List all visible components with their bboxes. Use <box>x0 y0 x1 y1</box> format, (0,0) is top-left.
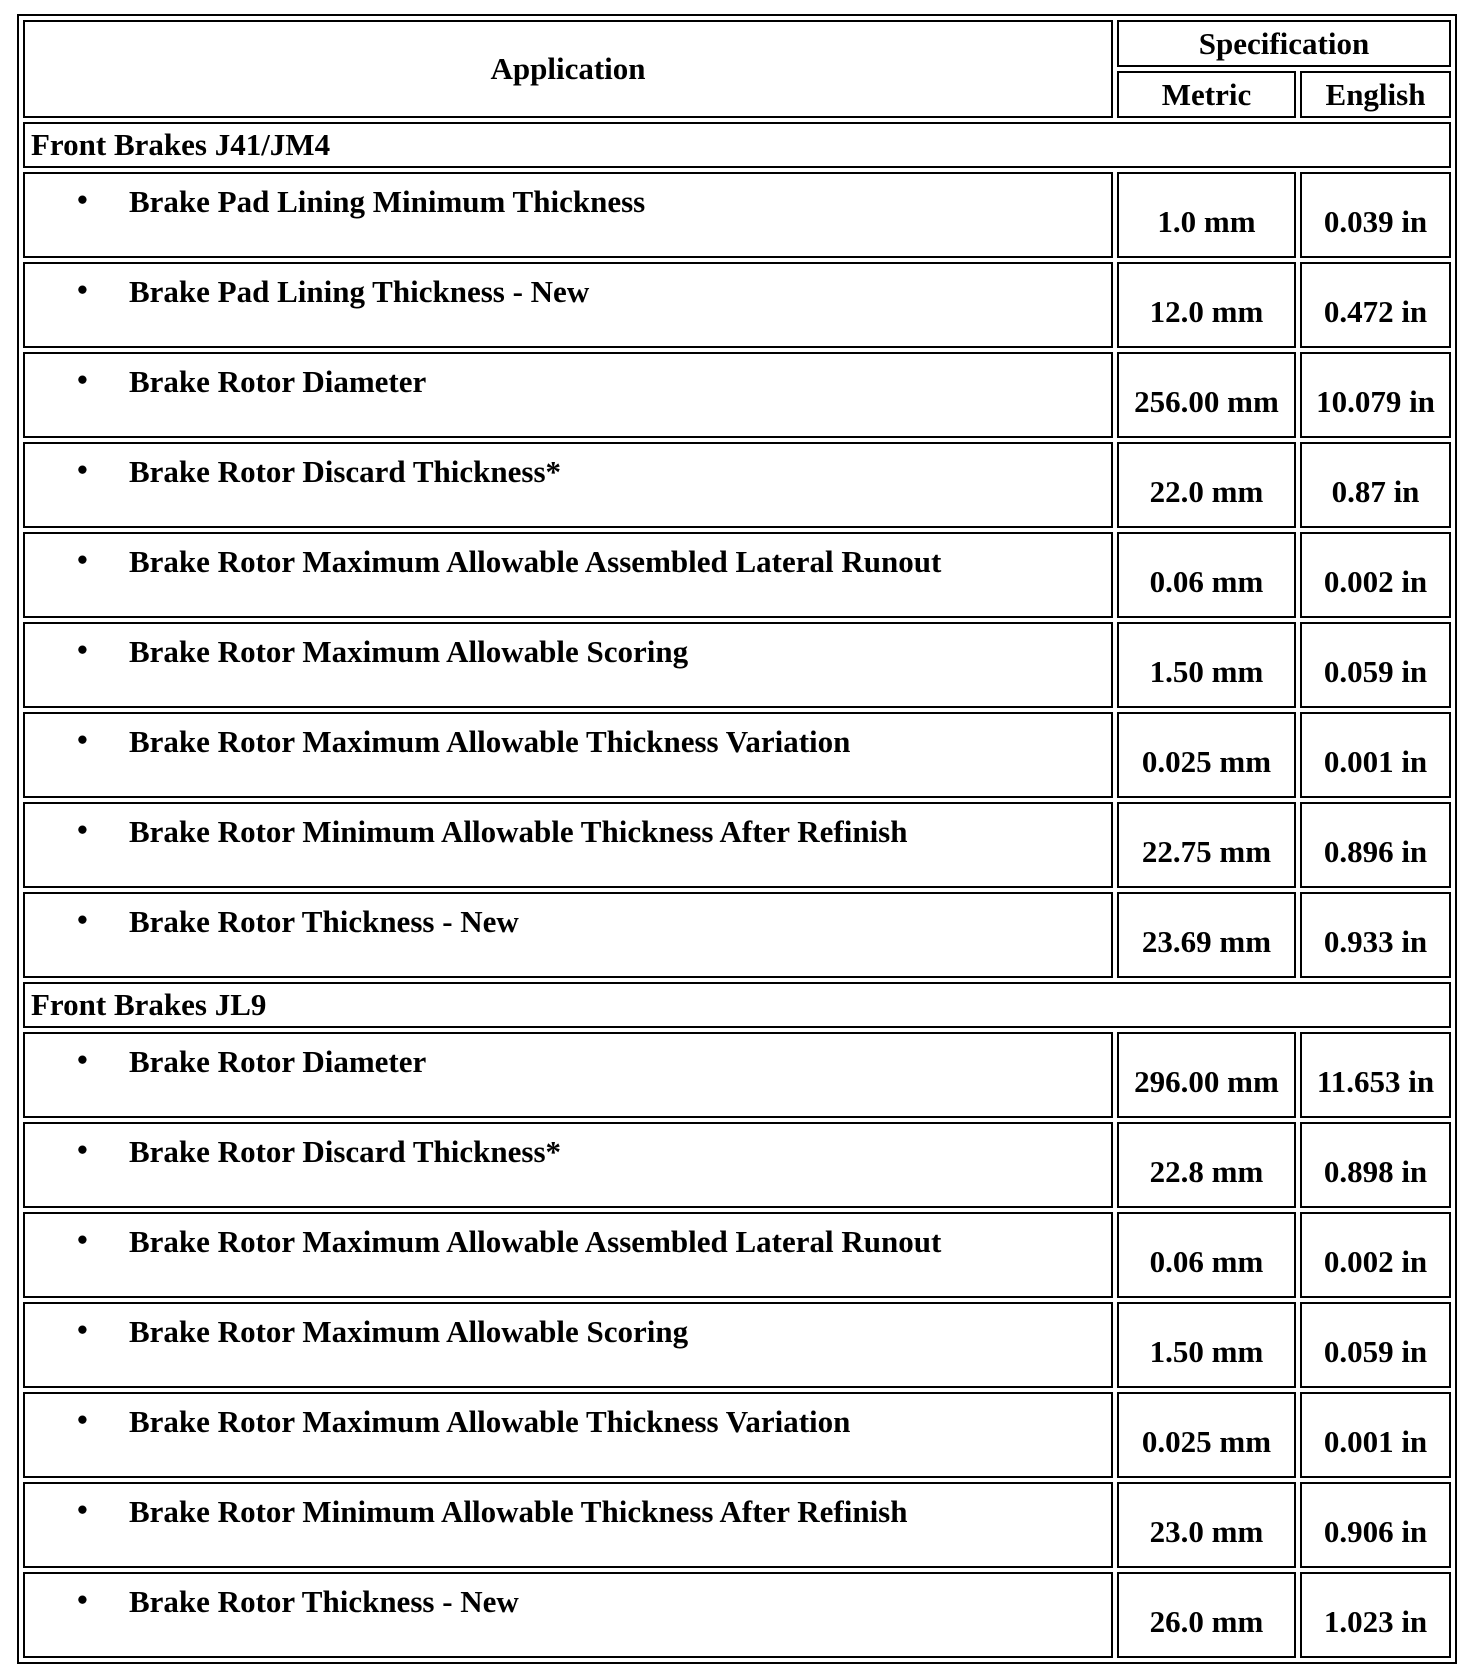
english-value: 0.933 in <box>1300 892 1451 978</box>
table-row <box>23 1392 1451 1478</box>
metric-value: 296.00 mm <box>1117 1032 1296 1118</box>
specification-header: Specification <box>1117 20 1451 67</box>
application-label: Brake Rotor Maximum Allowable Scoring <box>129 1314 689 1349</box>
application-cell <box>23 1122 1113 1208</box>
bullet-icon: • <box>77 1312 88 1347</box>
application-cell <box>23 622 1113 708</box>
application-label: Brake Rotor Thickness - New <box>129 1584 519 1619</box>
english-value: 0.039 in <box>1300 172 1451 258</box>
application-cell <box>23 1482 1113 1568</box>
metric-value: 0.025 mm <box>1117 712 1296 798</box>
application-cell <box>23 172 1113 258</box>
section-title: Front Brakes J41/JM4 <box>23 122 1451 168</box>
metric-value: 1.50 mm <box>1117 1302 1296 1388</box>
metric-value: 22.0 mm <box>1117 442 1296 528</box>
english-value: 0.001 in <box>1300 1392 1451 1478</box>
bullet-icon: • <box>77 902 88 937</box>
bullet-icon: • <box>77 182 88 217</box>
application-label: Brake Rotor Minimum Allowable Thickness After Refinish <box>129 1494 908 1529</box>
bullet-icon: • <box>77 362 88 397</box>
application-cell <box>23 352 1113 438</box>
bullet-icon: • <box>77 812 88 847</box>
metric-value: 23.69 mm <box>1117 892 1296 978</box>
application-cell <box>23 442 1113 528</box>
header-row-top <box>23 20 1451 67</box>
metric-value: 23.0 mm <box>1117 1482 1296 1568</box>
application-label: Brake Rotor Discard Thickness* <box>129 454 562 489</box>
application-label: Brake Rotor Maximum Allowable Thickness Variation <box>129 1404 851 1439</box>
english-value: 0.898 in <box>1300 1122 1451 1208</box>
section-row <box>23 122 1451 168</box>
section-title: Front Brakes JL9 <box>23 982 1451 1028</box>
english-value: 1.023 in <box>1300 1572 1451 1658</box>
application-header: Application <box>23 20 1113 118</box>
brake-specification-table <box>17 14 1457 1664</box>
english-value: 0.002 in <box>1300 532 1451 618</box>
table-body <box>23 20 1451 1658</box>
english-value: 0.87 in <box>1300 442 1451 528</box>
metric-header: Metric <box>1117 71 1296 118</box>
bullet-icon: • <box>77 1492 88 1527</box>
english-value: 10.079 in <box>1300 352 1451 438</box>
table-row <box>23 1482 1451 1568</box>
application-label: Brake Rotor Maximum Allowable Scoring <box>129 634 689 669</box>
application-label: Brake Rotor Thickness - New <box>129 904 519 939</box>
application-cell <box>23 262 1113 348</box>
bullet-icon: • <box>77 1222 88 1257</box>
table-row <box>23 262 1451 348</box>
bullet-icon: • <box>77 632 88 667</box>
metric-value: 22.75 mm <box>1117 802 1296 888</box>
table-row <box>23 1572 1451 1658</box>
application-cell <box>23 1392 1113 1478</box>
english-value: 0.896 in <box>1300 802 1451 888</box>
table-row <box>23 532 1451 618</box>
english-value: 11.653 in <box>1300 1032 1451 1118</box>
application-label: Brake Rotor Maximum Allowable Assembled Lateral Runout <box>129 544 942 579</box>
metric-value: 0.025 mm <box>1117 1392 1296 1478</box>
bullet-icon: • <box>77 1042 88 1077</box>
metric-value: 1.50 mm <box>1117 622 1296 708</box>
english-value: 0.001 in <box>1300 712 1451 798</box>
english-value: 0.906 in <box>1300 1482 1451 1568</box>
english-header: English <box>1300 71 1451 118</box>
metric-value: 26.0 mm <box>1117 1572 1296 1658</box>
english-value: 0.059 in <box>1300 622 1451 708</box>
bullet-icon: • <box>77 452 88 487</box>
metric-value: 1.0 mm <box>1117 172 1296 258</box>
english-value: 0.472 in <box>1300 262 1451 348</box>
application-label: Brake Rotor Discard Thickness* <box>129 1134 562 1169</box>
application-label: Brake Rotor Maximum Allowable Thickness Variation <box>129 724 851 759</box>
english-value: 0.002 in <box>1300 1212 1451 1298</box>
application-label: Brake Rotor Diameter <box>129 364 427 399</box>
bullet-icon: • <box>77 1582 88 1617</box>
metric-value: 256.00 mm <box>1117 352 1296 438</box>
table-row <box>23 442 1451 528</box>
table-row <box>23 352 1451 438</box>
bullet-icon: • <box>77 1402 88 1437</box>
application-label: Brake Rotor Maximum Allowable Assembled Lateral Runout <box>129 1224 942 1259</box>
table-row <box>23 1122 1451 1208</box>
application-cell <box>23 1302 1113 1388</box>
application-label: Brake Rotor Minimum Allowable Thickness After Refinish <box>129 814 908 849</box>
application-label: Brake Pad Lining Minimum Thickness <box>129 184 646 219</box>
table-row <box>23 1212 1451 1298</box>
application-cell <box>23 802 1113 888</box>
bullet-icon: • <box>77 272 88 307</box>
english-value: 0.059 in <box>1300 1302 1451 1388</box>
application-cell <box>23 1572 1113 1658</box>
application-label: Brake Pad Lining Thickness - New <box>129 274 590 309</box>
metric-value: 0.06 mm <box>1117 532 1296 618</box>
table-row <box>23 622 1451 708</box>
metric-value: 12.0 mm <box>1117 262 1296 348</box>
bullet-icon: • <box>77 1132 88 1167</box>
table-row <box>23 892 1451 978</box>
table-row <box>23 712 1451 798</box>
application-cell <box>23 892 1113 978</box>
application-cell <box>23 1032 1113 1118</box>
table-row <box>23 802 1451 888</box>
application-cell <box>23 532 1113 618</box>
bullet-icon: • <box>77 542 88 577</box>
table-row <box>23 1302 1451 1388</box>
application-cell <box>23 712 1113 798</box>
metric-value: 0.06 mm <box>1117 1212 1296 1298</box>
bullet-icon: • <box>77 722 88 757</box>
application-cell <box>23 1212 1113 1298</box>
section-row <box>23 982 1451 1028</box>
metric-value: 22.8 mm <box>1117 1122 1296 1208</box>
table-row <box>23 172 1451 258</box>
application-label: Brake Rotor Diameter <box>129 1044 427 1079</box>
table-row <box>23 1032 1451 1118</box>
